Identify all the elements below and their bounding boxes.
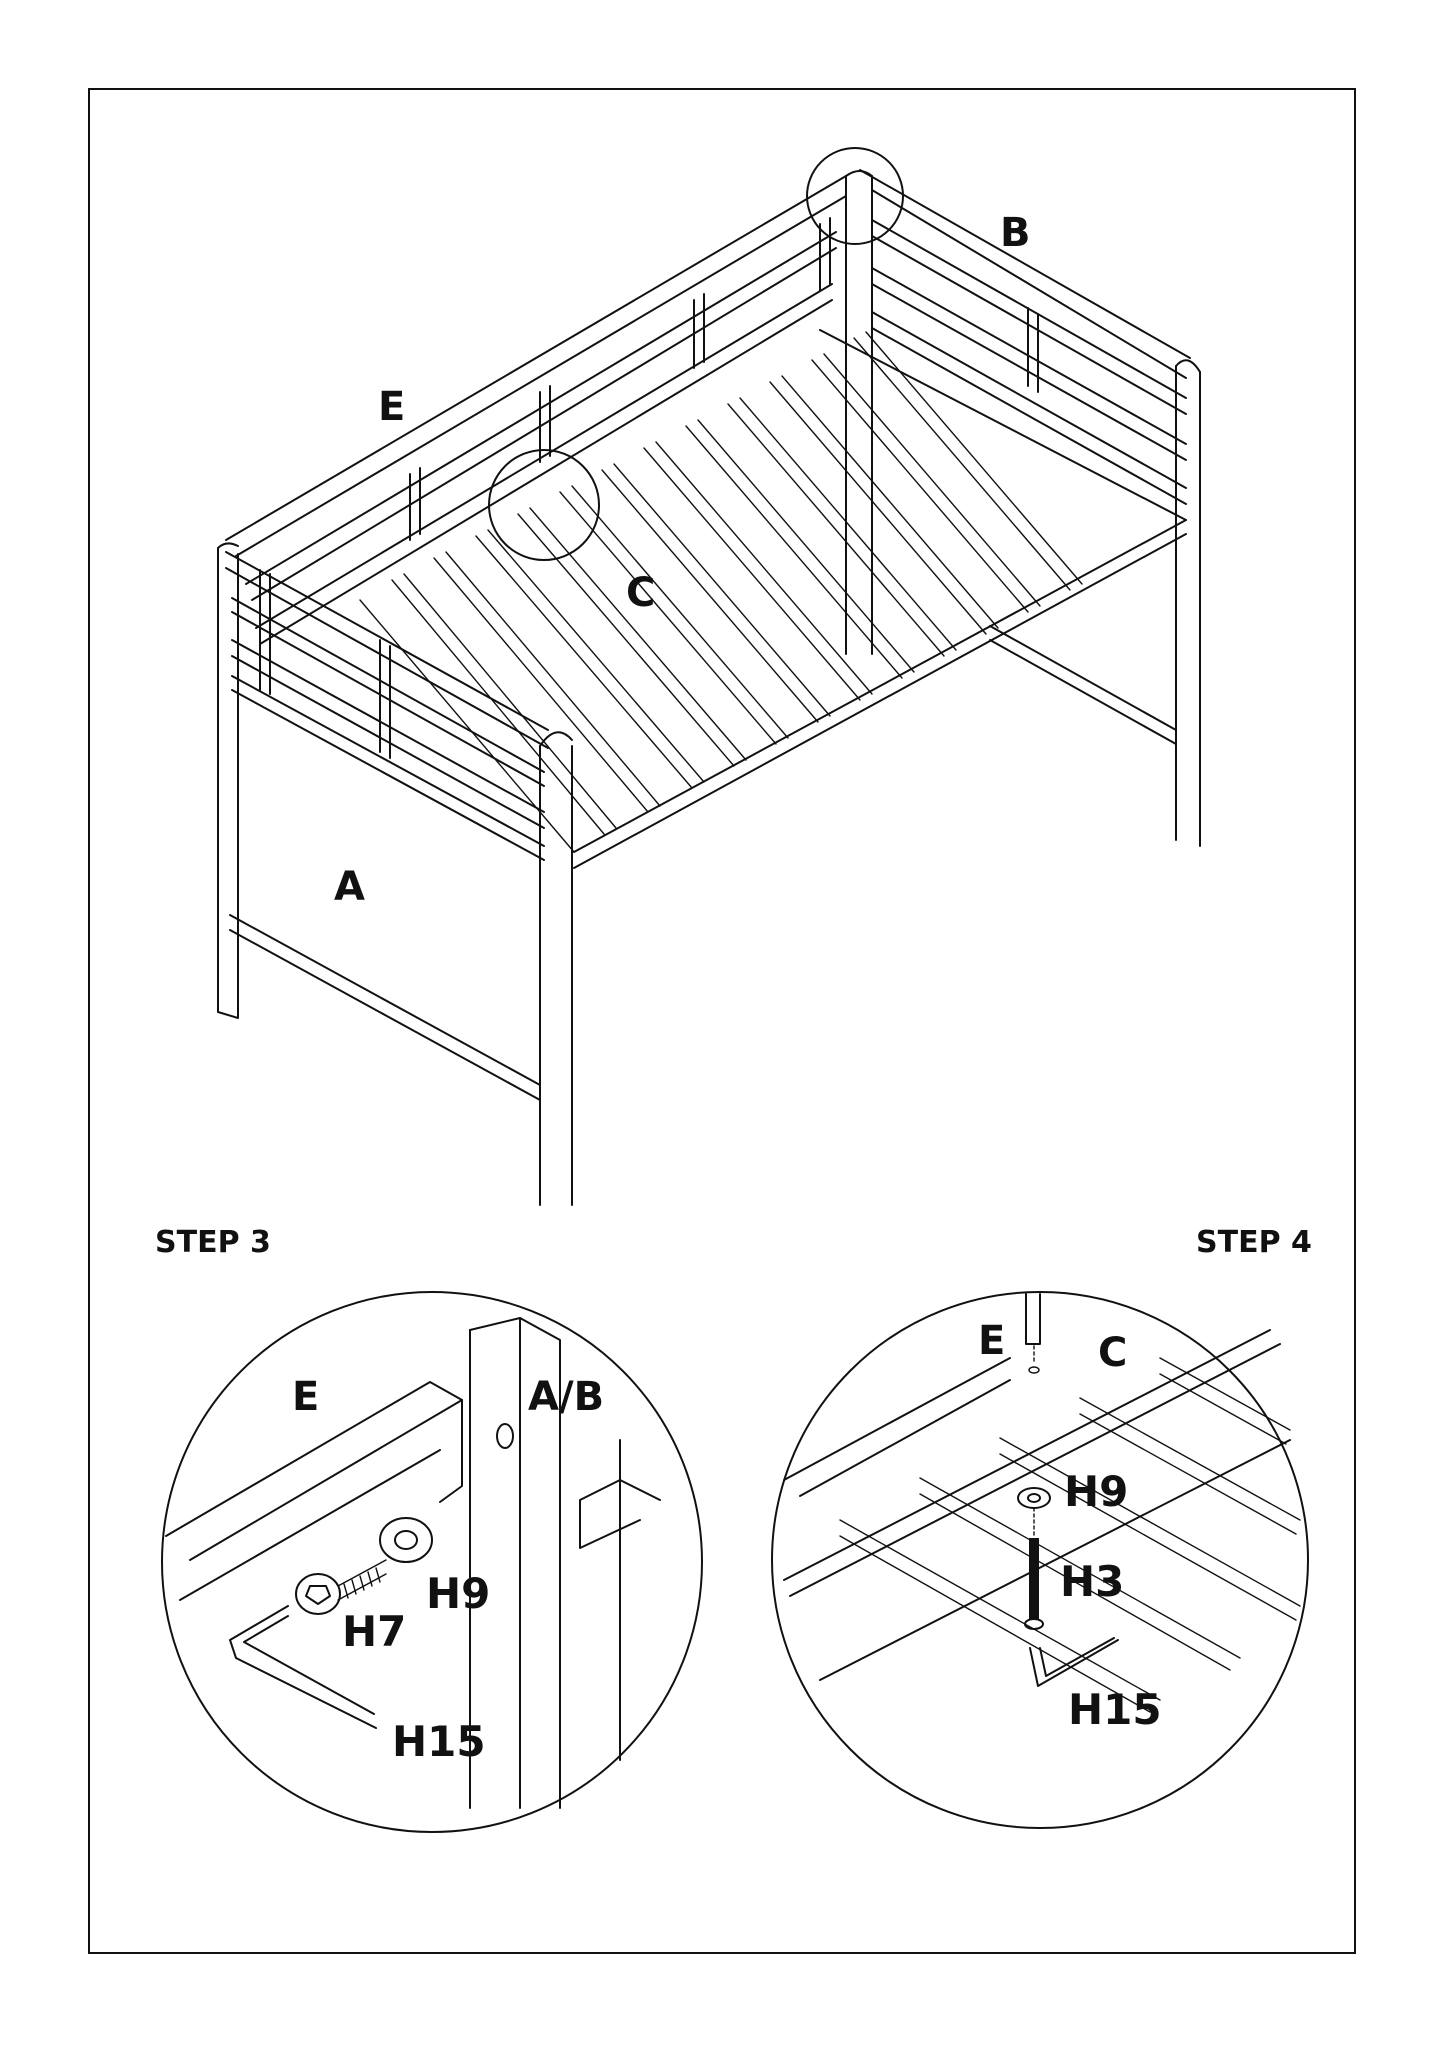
step4-label-e: E (978, 1318, 1006, 1364)
label-e: E (378, 384, 406, 430)
step4-label-h9: H9 (1064, 1467, 1129, 1516)
step4-label-h15: H15 (1068, 1685, 1162, 1734)
label-a: A (334, 864, 365, 910)
hex-key-h15 (1030, 1638, 1118, 1686)
step3-label-h15: H15 (392, 1717, 486, 1766)
step3-label-ab: A/B (528, 1374, 605, 1420)
step4-label-h3: H3 (1060, 1557, 1125, 1606)
step3-detail (155, 1225, 702, 1832)
detail-circle-step3 (807, 148, 903, 244)
step3-label-h9: H9 (426, 1569, 491, 1618)
bolt-hole (497, 1424, 513, 1448)
side-rail-e (226, 176, 846, 644)
loft-bed-drawing (218, 148, 1200, 1205)
step3-label-h7: H7 (342, 1607, 407, 1656)
end-frame-b (846, 170, 1200, 846)
washer-h9 (1018, 1488, 1050, 1508)
label-b: B (1000, 210, 1031, 256)
label-c: C (626, 570, 656, 616)
step4-detail (772, 1225, 1312, 1828)
step4-label-c: C (1098, 1330, 1128, 1376)
washer-h9 (380, 1518, 432, 1562)
bolt-h7 (296, 1560, 386, 1614)
end-frame-a (218, 543, 572, 1205)
step4-magnifier-circle (772, 1292, 1308, 1828)
step3-title: STEP 3 (155, 1225, 271, 1260)
step3-label-e: E (292, 1374, 320, 1420)
step4-title: STEP 4 (1196, 1225, 1312, 1260)
